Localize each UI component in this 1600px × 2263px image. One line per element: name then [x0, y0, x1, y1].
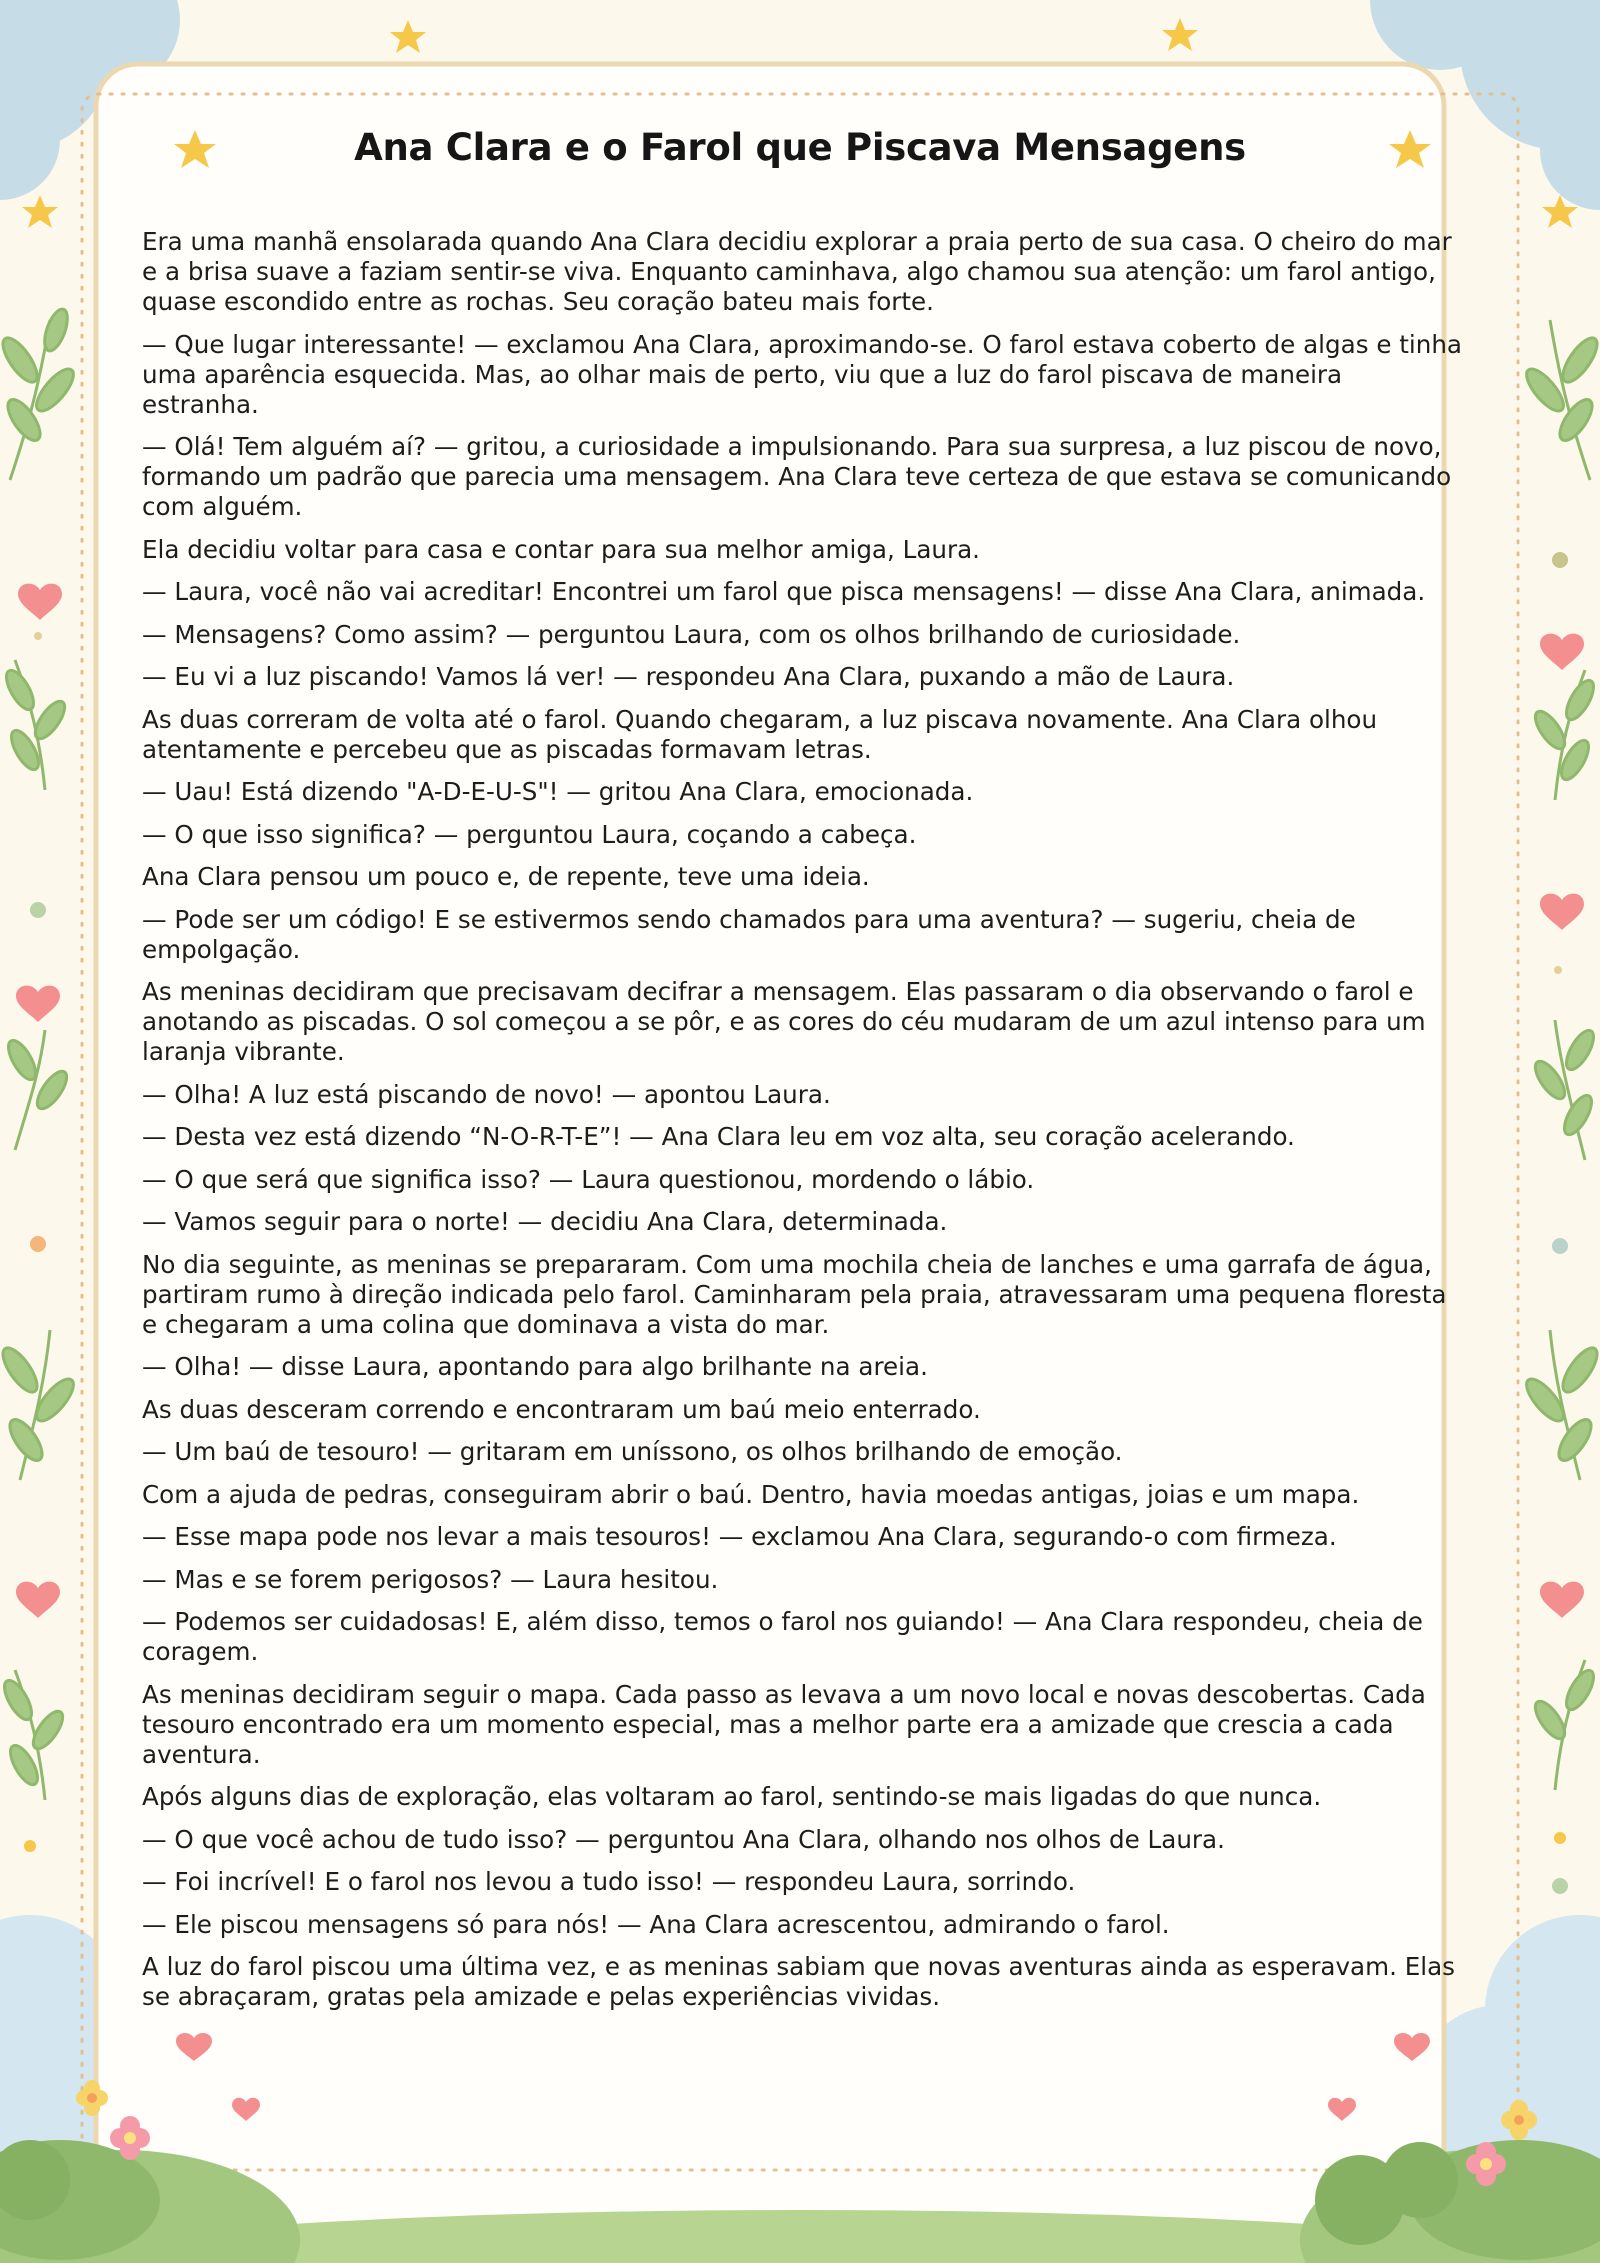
story-paragraph: — O que será que significa isso? — Laura questionou, mordendo o lábio. [142, 1164, 1035, 1194]
story-paragraph: — Olha! A luz está piscando de novo! — apontou Laura. [142, 1079, 831, 1109]
story-paragraph: — Ele piscou mensagens só para nós! — Ana Clara acrescentou, admirando o farol. [142, 1909, 1170, 1939]
story-paragraph: Ana Clara pensou um pouco e, de repente, teve uma ideia. [142, 862, 870, 891]
story-paragraph: — Eu vi a luz piscando! Vamos lá ver! — respondeu Ana Clara, puxando a mão de Laura. [142, 662, 1235, 691]
leaf-branch-icon [1, 660, 70, 790]
story-paragraph: As duas desceram correndo e encontraram um baú meio enterrado. [142, 1394, 981, 1424]
story-title: Ana Clara e o Farol que Piscava Mensagens [354, 126, 1246, 169]
story-paragraph: — O que isso significa? — perguntou Laura, coçando a cabeça. [142, 819, 917, 849]
story-paragraph: — Uau! Está dizendo "A-D-E-U-S"! — gritou Ana Clara, emocionada. [142, 777, 974, 806]
leaf-branch-icon [1530, 1020, 1599, 1160]
star-icon [1162, 18, 1198, 51]
story-paragraph: — Mensagens? Como assim? — perguntou Laura, com os olhos brilhando de curiosidade. [142, 619, 1241, 649]
story-paragraph: — O que você achou de tudo isso? — perguntou Ana Clara, olhando nos olhos de Laura. [142, 1824, 1225, 1854]
story-paragraph: — Que lugar interessante! — exclamou Ana Clara, aproximando-se. O farol estava coberto de algas e tinha uma aparência esquecida. Mas, ao olhar mais de perto, viu que a luz do farol piscava de maneira estranha. [142, 329, 1462, 419]
leaf-branch-icon [3, 1030, 72, 1150]
star-icon [390, 20, 426, 53]
story-paragraph: Ela decidiu voltar para casa e contar para sua melhor amiga, Laura. [142, 534, 981, 564]
story-paragraph: Após alguns dias de exploração, elas voltaram ao farol, sentindo-se mais ligadas do que nunca. [142, 1782, 1322, 1811]
story-paragraph: — Olha! — disse Laura, apontando para algo brilhante na areia. [142, 1352, 928, 1381]
leaf-branch-icon [1530, 1660, 1599, 1790]
story-paragraph: A luz do farol piscou uma última vez, e as meninas sabiam que novas aventuras ainda as esperavam. Elas se abraçaram, gratas pela amizade e pelas experiências vividas. [142, 1952, 1455, 2011]
story-paragraph: — Desta vez está dizendo “N-O-R-T-E”! — Ana Clara leu em voz alta, seu coração acelerando. [142, 1122, 1295, 1151]
story-paragraph: — Vamos seguir para o norte! — decidiu Ana Clara, determinada. [142, 1207, 948, 1236]
leaf-branch-icon [0, 306, 79, 480]
story-paragraph: — Podemos ser cuidadosas! E, além disso, temos o farol nos guiando! — Ana Clara respondeu, cheia de coragem. [142, 1607, 1423, 1666]
leaf-branch-icon [1521, 320, 1600, 480]
story-paragraph: — Um baú de tesouro! — gritaram em uníssono, os olhos brilhando de emoção. [142, 1437, 1123, 1466]
story-paragraph: Com a ajuda de pedras, conseguiram abrir o baú. Dentro, havia moedas antigas, joias e um mapa. [142, 1479, 1360, 1509]
leaf-branch-icon [0, 1670, 68, 1800]
story-paragraph: — Foi incrível! E o farol nos levou a tudo isso! — respondeu Laura, sorrindo. [142, 1867, 1076, 1896]
story-paragraph: — Laura, você não vai acreditar! Encontrei um farol que pisca mensagens! — disse Ana Clara, animada. [142, 577, 1426, 606]
story-paragraph: — Pode ser um código! E se estivermos sendo chamados para uma aventura? — sugeriu, cheia de empolgação. [142, 904, 1356, 964]
story-paragraph: As meninas decidiram que precisavam decifrar a mensagem. Elas passaram o dia observando o farol e anotando as piscadas. O sol começou a se pôr, e as cores do céu mudaram de um azul intenso para um laranja vibrante. [142, 977, 1426, 1066]
story-paragraph: No dia seguinte, as meninas se prepararam. Com uma mochila cheia de lanches e uma garrafa de água, partiram rumo à direção indicada pelo farol. Caminharam pela praia, atravessaram uma pequena floresta e chegaram a uma colina que dominava a vista do mar. [142, 1249, 1447, 1339]
star-icon [22, 195, 58, 228]
story-paragraph: — Mas e se forem perigosos? — Laura hesitou. [142, 1564, 719, 1594]
leaf-branch-icon [1530, 670, 1599, 800]
story-paragraph: — Olá! Tem alguém aí? — gritou, a curiosidade a impulsionando. Para sua surpresa, a luz piscou de novo, formando um padrão que parecia uma mensagem. Ana Clara teve certeza de que estava se comunicando com alguém. [142, 432, 1452, 521]
story-body [142, 227, 1462, 2025]
story-paragraph: As duas correram de volta até o farol. Quando chegaram, a luz piscava novamente. Ana Clara olhou atentamente e percebeu que as piscadas formavam letras. [142, 704, 1378, 764]
story-paragraph: Era uma manhã ensolarada quando Ana Clara decidiu explorar a praia perto de sua casa. O cheiro do mar e a brisa suave a faziam sentir-se viva. Enquanto caminhava, algo chamou sua atenção: um farol antigo, quase escondido entre as rochas. Seu coração bateu mais forte. [142, 227, 1452, 316]
leaf-branch-icon [0, 1330, 79, 1480]
leaf-branch-icon [1521, 1330, 1600, 1480]
story-paragraph: — Esse mapa pode nos levar a mais tesouros! — exclamou Ana Clara, segurando-o com firmeza. [142, 1522, 1337, 1551]
story-paragraph: As meninas decidiram seguir o mapa. Cada passo as levava a um novo local e novas descobertas. Cada tesouro encontrado era um momento especial, mas a melhor parte era a amizade que crescia a cada aventura. [142, 1679, 1426, 1769]
